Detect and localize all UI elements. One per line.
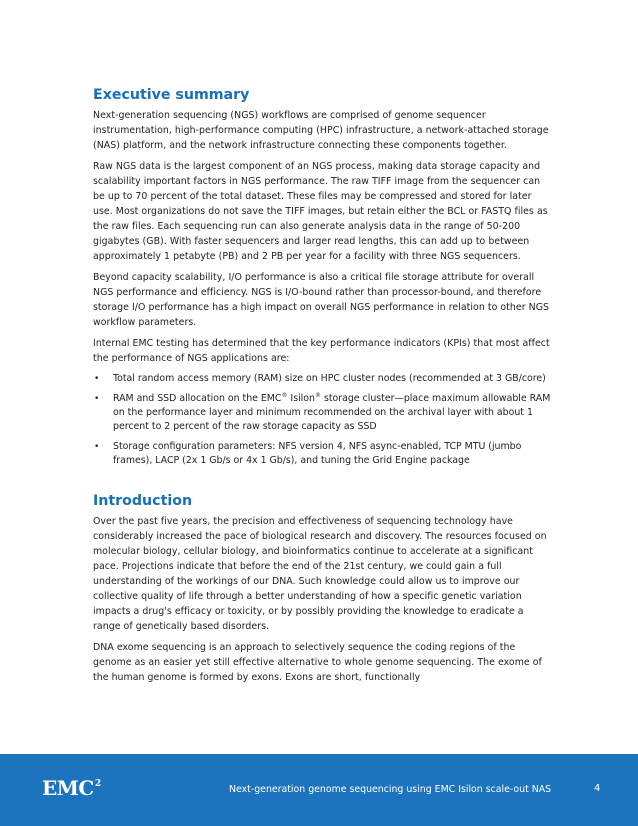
introduction-heading: Introduction (93, 493, 193, 509)
logo-text: EMC (42, 776, 94, 800)
bullet-icon: • (94, 394, 100, 404)
logo-superscript: 2 (94, 779, 101, 789)
kpi-list (93, 372, 551, 468)
footer-document-title: Next-generation genome sequencing using EMC Isilon scale-out NAS (229, 784, 552, 795)
bullet-text-b: Isilon (287, 393, 315, 404)
bullet-text-c: storage cluster—place maximum allowable RAM on the performance layer and minimum recommended on the archival layer with about 1 percent to 2 percent of the raw storage capacity as SSD (113, 393, 551, 432)
emc-logo (42, 776, 101, 800)
list-item (93, 372, 551, 386)
list-item (93, 392, 551, 434)
exec-paragraph-2: Raw NGS data is the largest component of an NGS process, making data storage capacity and scalability important factors in NGS performance. The raw TIFF image from the sequencer can be up to 70 percent of the total dataset. These files may be compressed and stored for later use. Most organizations do not save the TIFF images, but retain either the BCL or FASTQ files as the raw files. Each sequencing run can also generate analysis data in the range of 50-200 gigabytes (GB). With faster sequencers and larger read lengths, this can add up to between approximately 1 petabyte (PB) and 2 PB per year for a facility with three NGS sequencers. (93, 161, 548, 262)
bullet-icon: • (94, 374, 100, 384)
page-content (93, 86, 551, 691)
bullet-text: Storage configuration parameters: NFS version 4, NFS async-enabled, TCP MTU (jumbo frames), LACP (2x 1 Gb/s or 4x 1 Gb/s), and tuning the Grid Engine package (113, 441, 522, 466)
registered-mark: ® (281, 392, 288, 399)
page-footer (0, 754, 638, 826)
intro-paragraph-1: Over the past five years, the precision and effectiveness of sequencing technology have considerably increased the pace of biological research and discovery. The resources focused on molecular biology, cellular biology, and bioinformatics continue to accelerate at a significant pace. Projections indicate that before the end of the 21st century, we could gain a full understanding of the workings of our DNA. Such knowledge could allow us to improve our collective quality of life through a better understanding of how a specific genetic variation impacts a drug's efficacy or toxicity, or by possibly providing the knowledge to eradicate a range of genetically based disorders. (93, 516, 547, 632)
list-item (93, 440, 551, 468)
intro-paragraph-2: DNA exome sequencing is an approach to selectively sequence the coding regions of the genome as an easier yet still effective alternative to whole genome sequencing. The exome of the human genome is formed by exons. Exons are short, functionally (93, 642, 542, 683)
bullet-icon: • (94, 442, 100, 452)
exec-paragraph-1: Next-generation sequencing (NGS) workflows are comprised of genome sequencer instrumentation, high-performance computing (HPC) infrastructure, a network-attached storage (NAS) platform, and the network infrastructure connecting these components together. (93, 110, 549, 151)
executive-summary-heading: Executive summary (93, 87, 250, 103)
exec-paragraph-4: Internal EMC testing has determined that the key performance indicators (KPIs) that most affect the performance of NGS applications are: (93, 338, 550, 364)
registered-mark: ® (314, 392, 321, 399)
bullet-text-a: RAM and SSD allocation on the EMC (113, 393, 282, 404)
exec-paragraph-3: Beyond capacity scalability, I/O performance is also a critical file storage attribute for overall NGS performance and efficiency. NGS is I/O-bound rather than processor-bound, and therefore storage I/O performance has a high impact on overall NGS performance in relation to other NGS workflow parameters. (93, 272, 550, 328)
bullet-text: Total random access memory (RAM) size on HPC cluster nodes (recommended at 3 GB/core) (113, 373, 546, 384)
page-number: 4 (594, 783, 601, 794)
